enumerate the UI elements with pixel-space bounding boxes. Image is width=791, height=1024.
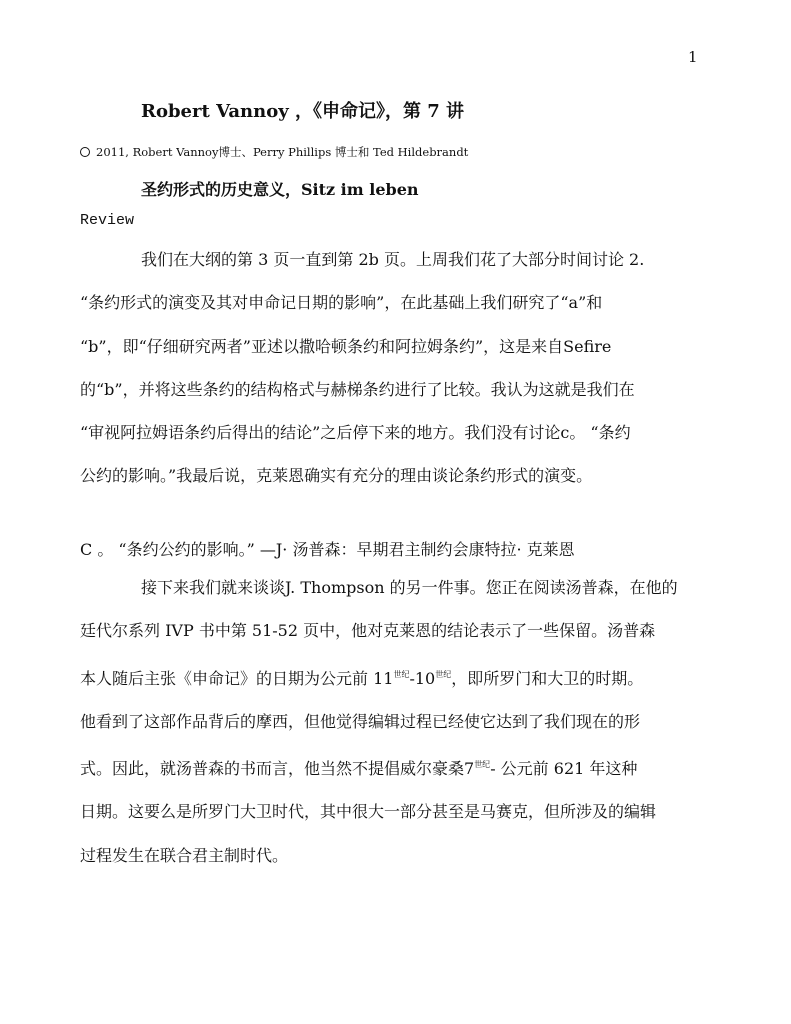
- paragraph-line: “条约形式的演变及其对申命记日期的影响”，在此基础上我们研究了“a”和: [80, 293, 603, 313]
- review-label: Review: [80, 212, 135, 229]
- paragraph-line: [80, 653, 720, 700]
- copyright-line: [80, 144, 468, 160]
- copyright-text: 2011, Robert Vannoy博士、Perry Phillips 博士和 Ted Hildebrandt: [96, 145, 469, 159]
- section-c-heading: C 。 “条约公约的影响。” —J· 汤普森：早期君主制约会康特拉· 克莱恩: [80, 540, 575, 559]
- lecture-title: Robert Vannoy ，《申命记》，第 7 讲: [141, 101, 465, 122]
- paragraph-line: 我们在大纲的第 3 页一直到第 2b 页。上周我们花了大部分时间讨论 2.: [141, 250, 645, 269]
- text-run: 式。因此，就汤普森的书而言，他当然不提倡威尔豪桑7: [80, 759, 475, 779]
- paragraph-line: 他看到了这部作品背后的摩西，但他觉得编辑过程已经使它达到了我们现在的形: [80, 711, 641, 731]
- superscript-century: 世纪: [393, 669, 410, 679]
- paragraph-line: 的“b”，并将这些条约的结构格式与赫梯条约进行了比较。我认为这就是我们在: [80, 379, 635, 399]
- page-number: 1: [688, 48, 698, 66]
- text-run: - 公元前 621 年这种: [490, 759, 638, 779]
- paragraph-line: 廷代尔系列 IVP 书中第 51-52 页中，他对克莱恩的结论表示了一些保留。汤普森: [80, 621, 656, 641]
- paragraph-line: 过程发生在联合君主制时代。: [80, 845, 289, 865]
- paragraph-line: 公约的影响。”我最后说，克莱恩确实有充分的理由谈论条约形式的演变。: [80, 466, 593, 486]
- text-run: -10: [409, 668, 436, 688]
- circle-bullet-icon: [80, 147, 90, 157]
- paragraph-review: [80, 238, 720, 498]
- superscript-century: 世纪: [435, 669, 452, 679]
- paragraph-line: 接下来我们就来谈谈J. Thompson 的另一件事。您正在阅读汤普森，在他的: [141, 578, 678, 597]
- paragraph-line: “审视阿拉姆语条约后得出的结论”之后停下来的地方。我们没有讨论c。 “条约: [80, 423, 631, 443]
- paragraph-thompson: [80, 566, 720, 877]
- text-run: ，即所罗门和大卫的时期。: [451, 668, 644, 688]
- paragraph-line: [80, 743, 720, 790]
- section-subtitle: 圣约形式的历史意义，Sitz im leben: [141, 180, 419, 199]
- paragraph-line: “b”，即“仔细研究两者”亚述以撒哈顿条约和阿拉姆条约”，这是来自Sefire: [80, 336, 612, 356]
- paragraph-line: 日期。这要么是所罗门大卫时代，其中很大一部分甚至是马赛克，但所涉及的编辑: [80, 802, 657, 822]
- superscript-century: 世纪: [474, 760, 491, 770]
- text-run: 本人随后主张《申命记》的日期为公元前 11: [80, 668, 394, 688]
